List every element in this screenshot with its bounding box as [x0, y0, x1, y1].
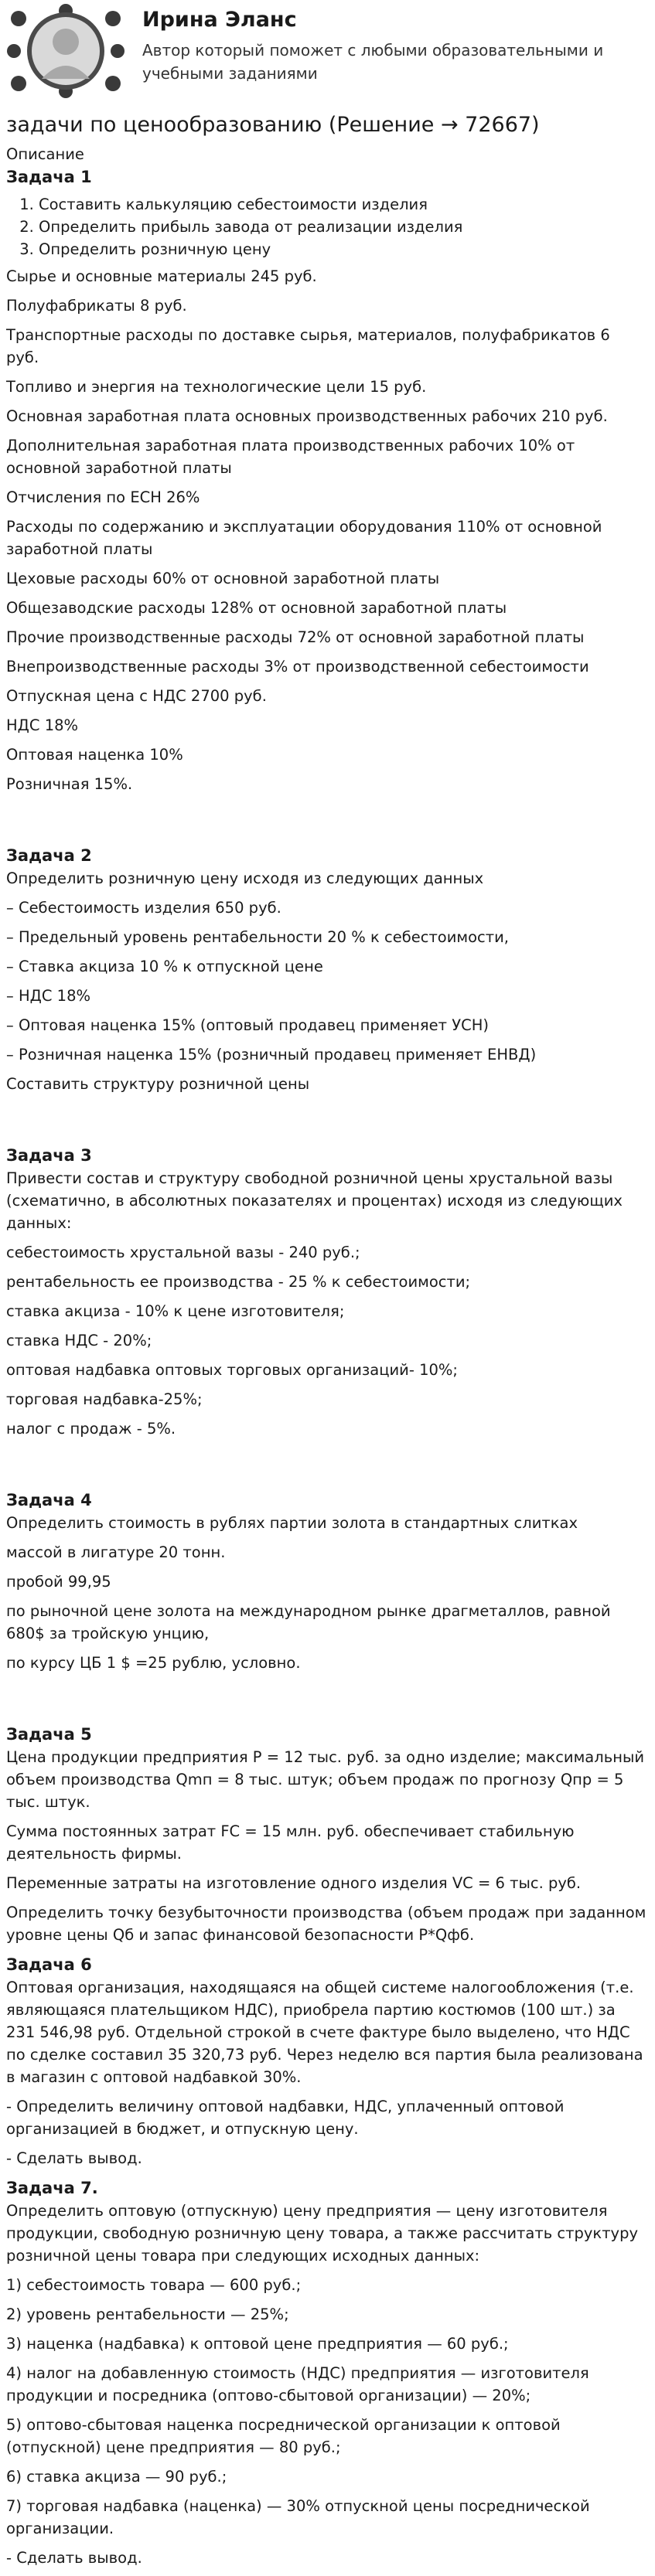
task3-line: себестоимость хрустальной вазы - 240 руб.;	[6, 1244, 360, 1261]
task2-line: – Предельный уровень рентабельности 20 % к себестоимости,	[6, 928, 509, 946]
task1-line: НДС 18%	[6, 716, 79, 734]
task1-line: Внепроизводственные расходы 3% от производственной себестоимости	[6, 658, 589, 675]
task3-line: торговая надбавка-25%;	[6, 1390, 203, 1408]
author-header	[0, 0, 655, 108]
task1-line: Расходы по содержанию и эксплуатации оборудования 110% от основной заработной платы	[6, 518, 602, 558]
task7-line: 1) себестоимость товара — 600 руб.;	[6, 2276, 302, 2294]
task7-heading: Задача 7.	[6, 2179, 98, 2197]
task7-line: 3) наценка (надбавка) к оптовой цене предприятия — 60 руб.;	[6, 2335, 509, 2353]
task7-line: 7) торговая надбавка (наценка) — 30% отпускной цены посреднической организации.	[6, 2497, 590, 2537]
task7-line: Определить оптовую (отпускную) цену предприятия — цену изготовителя продукции, свободную розничную цену товара, а также рассчитать структуру розничной цены товара при следующих исходных данных:	[6, 2202, 639, 2265]
task1-list	[6, 193, 646, 260]
task1-line: Общезаводские расходы 128% от основной заработной платы	[6, 599, 507, 617]
task7-line: 6) ставка акциза — 90 руб.;	[6, 2468, 227, 2486]
task1-line: Сырье и основные материалы 245 руб.	[6, 267, 317, 285]
author-avatar[interactable]	[5, 3, 127, 99]
task1-line: Отпускная цена с НДС 2700 руб.	[6, 687, 267, 705]
task1-line: Топливо и энергия на технологические цели 15 руб.	[6, 378, 427, 396]
task1-list-item: 2. Определить прибыль завода от реализации изделия	[39, 216, 646, 238]
task1-line: Транспортные расходы по доставке сырья, материалов, полуфабрикатов 6 руб.	[6, 326, 610, 366]
author-description: Автор который поможет с любыми образовательными и учебными заданиями	[142, 41, 604, 83]
task7-line: 5) оптово-сбытовая наценка посреднической организации к оптовой (отпускной) цене предприятия — 80 руб.;	[6, 2416, 561, 2456]
description-label: Описание	[6, 145, 84, 163]
task2-line: – НДС 18%	[6, 987, 91, 1005]
task1-line: Розничная 15%.	[6, 775, 133, 793]
task7-line: - Сделать вывод.	[6, 2549, 142, 2567]
task6-heading: Задача 6	[6, 1955, 92, 1974]
task2-line: Составить структуру розничной цены	[6, 1075, 310, 1093]
task5-line: Цена продукции предприятия Р = 12 тыс. руб. за одно изделие; максимальный объем производства Qmп = 8 тыс. штук; объем продаж по прогнозу Qпр = 5 тыс. штук.	[6, 1748, 645, 1811]
task4-line: по рыночной цене золота на международном рынке драгметаллов, равной 680$ за тройскую унцию,	[6, 1602, 611, 1642]
task7-line: 4) налог на добавленную стоимость (НДС) предприятия — изготовителя продукции и посредника (оптово-сбытовой организации) — 20%;	[6, 2364, 589, 2404]
task1-heading: Задача 1	[6, 168, 92, 186]
task2-line: – Розничная наценка 15% (розничный продавец применяет ЕНВД)	[6, 1046, 537, 1063]
task6-line: Оптовая организация, находящаяся на общей системе налогообложения (т.е. являющаяся плательщиком НДС), приобрела партию костюмов (100 шт.) за 231 546,98 руб. Отдельной строкой в счете фактуре было выделено, что НДС по сделке составил 35 320,73 руб. Через неделю вся партия была реализована в магазин с оптовой надбавкой 30%.	[6, 1979, 643, 2086]
task2-line: – Оптовая наценка 15% (оптовый продавец применяет УСН)	[6, 1016, 489, 1034]
task7-line: 2) уровень рентабельности — 25%;	[6, 2305, 289, 2323]
task5-line: Переменные затраты на изготовление одного изделия VC = 6 тыс. руб.	[6, 1874, 582, 1892]
task3-line: оптовая надбавка оптовых торговых организаций- 10%;	[6, 1361, 458, 1379]
author-name[interactable]: Ирина Эланс	[142, 8, 297, 32]
task1-line: Полуфабрикаты 8 руб.	[6, 297, 187, 315]
task5-line: Определить точку безубыточности производства (объем продаж при заданном уровне цены Qб и запас финансовой безопасности Р*Qфб.	[6, 1904, 646, 1944]
task2-line: – Себестоимость изделия 650 руб.	[6, 899, 281, 917]
task3-line: Привести состав и структуру свободной розничной цены хрустальной вазы (схематично, в абсолютных показателях и процентах) исходя из следующих данных:	[6, 1169, 623, 1232]
task4-heading: Задача 4	[6, 1491, 92, 1509]
task4-line: по курсу ЦБ 1 $ =25 рублю, условно.	[6, 1654, 301, 1672]
task5-line: Сумма постоянных затрат FC = 15 млн. руб. обеспечивает стабильную деятельность фирмы.	[6, 1822, 575, 1863]
task5-heading: Задача 5	[6, 1725, 92, 1744]
task2-heading: Задача 2	[6, 846, 92, 865]
task6-line: - Сделать вывод.	[6, 2149, 142, 2167]
task3-line: ставка НДС - 20%;	[6, 1332, 152, 1349]
task1-list-item: 1. Составить калькуляцию себестоимости изделия	[39, 193, 646, 216]
task3-line: налог с продаж - 5%.	[6, 1420, 176, 1438]
task4-line: Определить стоимость в рублях партии золота в стандартных слитках	[6, 1514, 578, 1532]
task1-line: Прочие производственные расходы 72% от основной заработной платы	[6, 628, 585, 646]
task2-line: Определить розничную цену исходя из следующих данных	[6, 869, 484, 887]
task1-line: Основная заработная плата основных производственных рабочих 210 руб.	[6, 407, 608, 425]
task3-line: ставка акциза - 10% к цене изготовителя;	[6, 1302, 345, 1320]
task3-line: рентабельность ее производства - 25 % к себестоимости;	[6, 1273, 471, 1291]
task4-line: пробой 99,95	[6, 1573, 111, 1591]
task1-line: Дополнительная заработная плата производственных рабочих 10% от основной заработной платы	[6, 437, 575, 477]
task1-list-item: 3. Определить розничную цену	[39, 238, 646, 260]
task2-line: – Ставка акциза 10 % к отпускной цене	[6, 958, 323, 975]
task1-line: Отчисления по ЕСН 26%	[6, 488, 200, 506]
task3-heading: Задача 3	[6, 1146, 92, 1165]
task6-line: - Определить величину оптовой надбавки, НДС, уплаченный оптовой организацией в бюджет, и отпускную цену.	[6, 2098, 565, 2138]
task1-line: Цеховые расходы 60% от основной заработной платы	[6, 570, 440, 587]
task-content	[6, 144, 646, 2576]
page-title: задачи по ценообразованию (Решение → 72667)	[6, 113, 540, 137]
task4-line: массой в лигатуре 20 тонн.	[6, 1543, 226, 1561]
task1-line: Оптовая наценка 10%	[6, 746, 183, 764]
